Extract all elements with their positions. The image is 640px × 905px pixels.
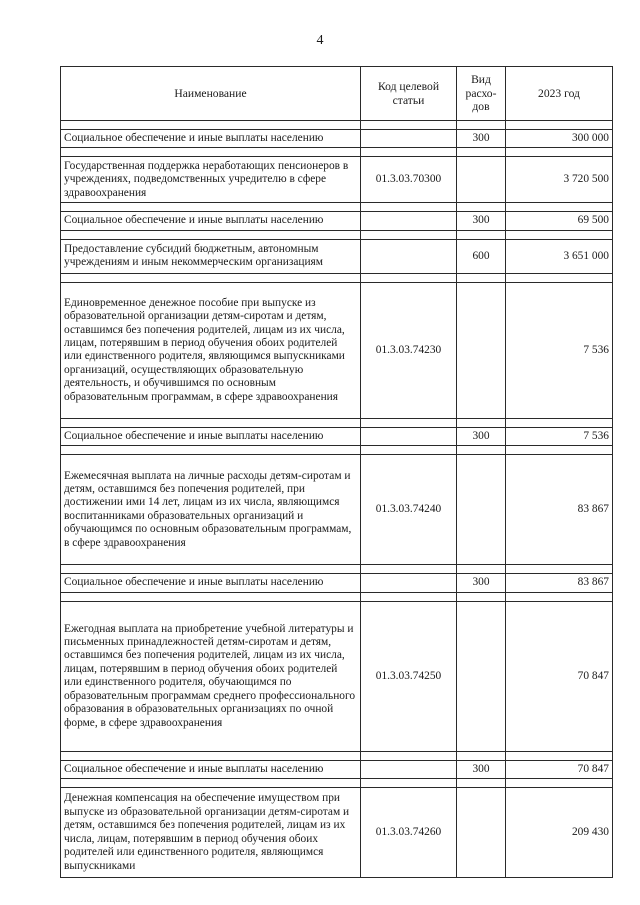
spacer-cell <box>457 418 506 427</box>
spacer-cell <box>457 592 506 601</box>
row-kind-cell <box>457 601 506 751</box>
row-spacer <box>61 779 613 788</box>
spacer-cell <box>506 565 613 574</box>
row-kind-cell <box>457 282 506 418</box>
row-name-cell: Социальное обеспечение и иные выплаты населению <box>61 760 361 778</box>
spacer-cell <box>361 418 457 427</box>
spacer-cell <box>61 779 361 788</box>
row-code-cell <box>361 427 457 445</box>
row-spacer <box>61 418 613 427</box>
table-row <box>61 574 613 592</box>
budget-table <box>60 66 613 878</box>
header-kind <box>457 67 506 121</box>
spacer-cell <box>457 148 506 157</box>
row-name-cell: Ежегодная выплата на приобретение учебной литературы и письменных принадлежностей детям-сиротам и детям, оставшимся без попечения родителей, лицам из их числа, лицам, потерявшим в период обучения обоих родителей или единственного родителя, обучающимся по образовательным программам среднего профессионального образования в образовательных организациях по очной форме, в сфере здравоохранения <box>61 601 361 751</box>
row-name-cell: Предоставление субсидий бюджетным, автономным учреждениям и иным некоммерческим организациям <box>61 239 361 273</box>
spacer-cell <box>61 446 361 455</box>
page-number: 4 <box>316 33 324 48</box>
table-header-row <box>61 67 613 121</box>
row-kind-cell: 600 <box>457 239 506 273</box>
spacer-cell <box>506 418 613 427</box>
spacer-cell <box>506 779 613 788</box>
row-amount-cell: 300 000 <box>506 130 613 148</box>
row-kind-cell: 300 <box>457 212 506 230</box>
spacer-cell <box>506 592 613 601</box>
row-amount-cell: 209 430 <box>506 788 613 878</box>
row-name-cell: Социальное обеспечение и иные выплаты населению <box>61 212 361 230</box>
row-code-cell: 01.3.03.74240 <box>361 455 457 565</box>
spacer-cell <box>457 230 506 239</box>
table-row <box>61 760 613 778</box>
row-code-cell <box>361 130 457 148</box>
spacer-cell <box>506 751 613 760</box>
row-name-cell: Государственная поддержка неработающих пенсионеров в учреждениях, подведомственных учредителю в сфере здравоохранения <box>61 157 361 203</box>
row-amount-cell: 70 847 <box>506 601 613 751</box>
row-code-cell <box>361 212 457 230</box>
row-amount-cell: 3 720 500 <box>506 157 613 203</box>
spacer-cell <box>457 273 506 282</box>
table-row <box>61 788 613 878</box>
header-kind-line-3: дов <box>472 100 490 114</box>
spacer-cell <box>457 121 506 130</box>
row-spacer <box>61 273 613 282</box>
spacer-cell <box>361 592 457 601</box>
spacer-cell <box>506 148 613 157</box>
spacer-cell <box>61 148 361 157</box>
spacer-cell <box>506 446 613 455</box>
row-spacer <box>61 592 613 601</box>
spacer-cell <box>361 121 457 130</box>
row-spacer <box>61 203 613 212</box>
row-code-cell: 01.3.03.70300 <box>361 157 457 203</box>
row-spacer <box>61 446 613 455</box>
spacer-cell <box>361 230 457 239</box>
spacer-cell <box>457 565 506 574</box>
table-row <box>61 239 613 273</box>
spacer-cell <box>506 273 613 282</box>
table-body <box>61 121 613 878</box>
row-code-cell <box>361 760 457 778</box>
row-amount-cell: 7 536 <box>506 282 613 418</box>
spacer-cell <box>61 121 361 130</box>
spacer-cell <box>61 565 361 574</box>
row-kind-cell <box>457 788 506 878</box>
table-row <box>61 130 613 148</box>
table-row <box>61 157 613 203</box>
spacer-cell <box>506 121 613 130</box>
spacer-cell <box>61 592 361 601</box>
spacer-cell <box>61 203 361 212</box>
row-amount-cell: 3 651 000 <box>506 239 613 273</box>
row-name-cell: Ежемесячная выплата на личные расходы детям-сиротам и детям, оставшимся без попечения родителей, при достижении ими 14 лет, лицам из их числа, являющимся воспитанниками образовательных организаций и обучающимся по основным образовательным программам, в сфере здравоохранения <box>61 455 361 565</box>
row-spacer <box>61 751 613 760</box>
spacer-cell <box>361 446 457 455</box>
spacer-cell <box>457 751 506 760</box>
table-row <box>61 282 613 418</box>
row-name-cell: Социальное обеспечение и иные выплаты населению <box>61 574 361 592</box>
spacer-cell <box>361 273 457 282</box>
row-code-cell <box>361 239 457 273</box>
row-kind-cell: 300 <box>457 760 506 778</box>
row-spacer <box>61 148 613 157</box>
header-amount: 2023 год <box>506 67 613 121</box>
row-code-cell <box>361 574 457 592</box>
row-kind-cell: 300 <box>457 130 506 148</box>
row-amount-cell: 69 500 <box>506 212 613 230</box>
spacer-cell <box>61 230 361 239</box>
spacer-cell <box>61 418 361 427</box>
spacer-cell <box>457 779 506 788</box>
header-kind-line-1: Вид <box>471 72 491 86</box>
table-row <box>61 212 613 230</box>
row-name-cell: Социальное обеспечение и иные выплаты населению <box>61 427 361 445</box>
row-kind-cell: 300 <box>457 574 506 592</box>
header-code: Код целевой статьи <box>361 67 457 121</box>
row-amount-cell: 70 847 <box>506 760 613 778</box>
spacer-cell <box>457 203 506 212</box>
spacer-cell <box>361 565 457 574</box>
spacer-cell <box>61 273 361 282</box>
spacer-cell <box>457 446 506 455</box>
table-row <box>61 427 613 445</box>
row-code-cell: 01.3.03.74250 <box>361 601 457 751</box>
table-row <box>61 455 613 565</box>
row-name-cell: Социальное обеспечение и иные выплаты населению <box>61 130 361 148</box>
row-name-cell: Единовременное денежное пособие при выпуске из образовательной организации детям-сиротам и детям, оставшимся без попечения родителей, лицам из их числа, лицам, потерявшим в период обучения обоих родителей или единственного родителя, являющимся выпускниками организаций, осуществляющих образовательную деятельность, и обучившимся по основным образовательным программам, в сфере здравоохранения <box>61 282 361 418</box>
row-amount-cell: 83 867 <box>506 455 613 565</box>
spacer-cell <box>361 203 457 212</box>
spacer-cell <box>361 751 457 760</box>
spacer-cell <box>506 230 613 239</box>
spacer-cell <box>506 203 613 212</box>
row-kind-cell <box>457 455 506 565</box>
spacer-cell <box>61 751 361 760</box>
row-name-cell: Денежная компенсация на обеспечение имуществом при выпуске из образовательной организации детям-сиротам и детям, оставшимся без попечения родителей, лицам из их числа, лицам, потерявшим в период обучения обоих родителей или единственного родителя, являющимся выпускниками <box>61 788 361 878</box>
row-amount-cell: 83 867 <box>506 574 613 592</box>
row-amount-cell: 7 536 <box>506 427 613 445</box>
row-kind-cell: 300 <box>457 427 506 445</box>
row-kind-cell <box>457 157 506 203</box>
row-spacer <box>61 121 613 130</box>
header-name: Наименование <box>61 67 361 121</box>
header-kind-line-2: расхо- <box>465 86 497 100</box>
row-code-cell: 01.3.03.74260 <box>361 788 457 878</box>
row-code-cell: 01.3.03.74230 <box>361 282 457 418</box>
row-spacer <box>61 230 613 239</box>
table-row <box>61 601 613 751</box>
spacer-cell <box>361 779 457 788</box>
row-spacer <box>61 565 613 574</box>
spacer-cell <box>361 148 457 157</box>
